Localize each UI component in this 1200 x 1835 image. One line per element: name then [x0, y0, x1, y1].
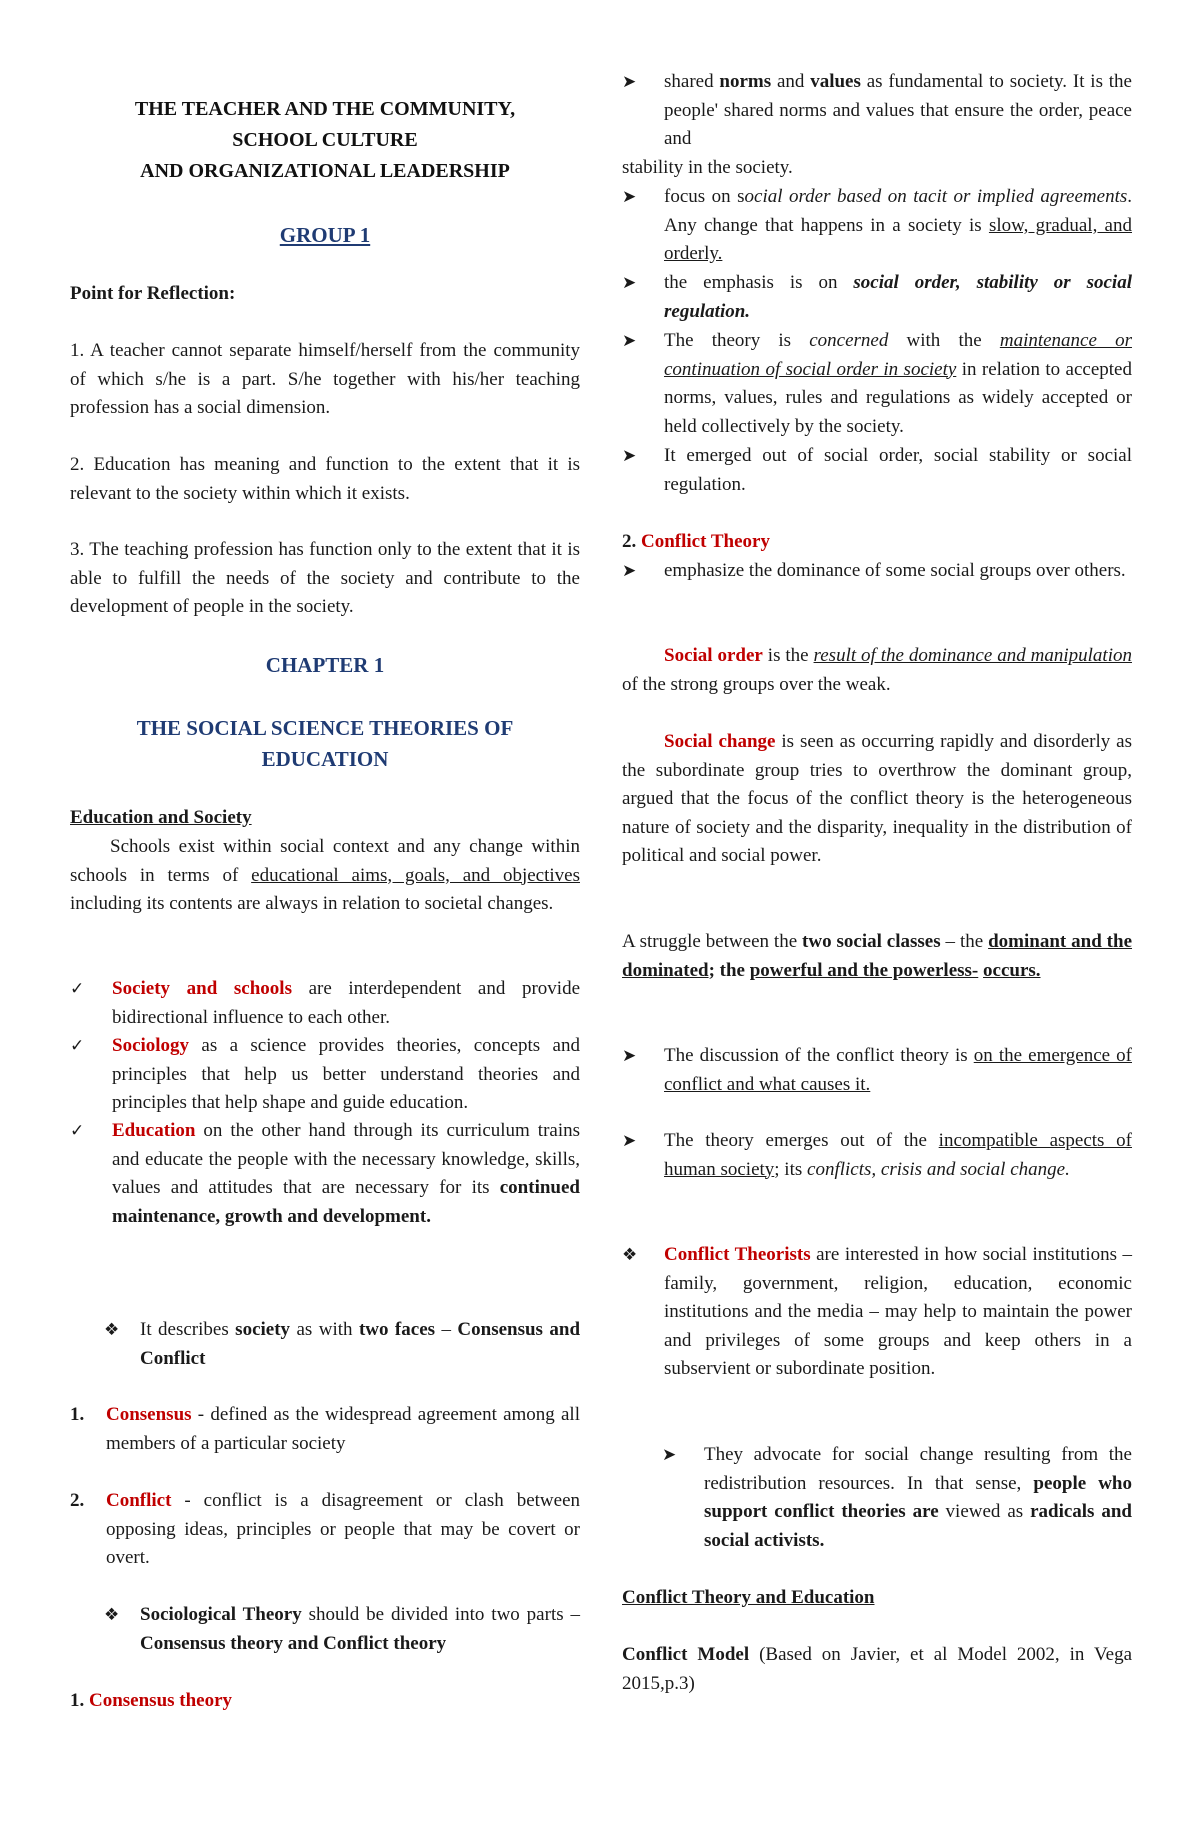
sociological-t1: should be divided into two parts –: [301, 1604, 580, 1625]
emerges-item: [622, 1127, 1132, 1184]
d2-u: incompatible aspects of human society: [664, 1130, 1132, 1180]
conflict-theorists-text: [664, 1241, 1132, 1384]
conflict-education-heading: Conflict Theory and Education: [622, 1587, 875, 1608]
check-item-society-schools: [70, 975, 580, 1032]
arrow-bullet-icon: ➤: [622, 72, 637, 92]
arrow-bullet-icon: ➤: [622, 1131, 637, 1151]
def-number-2: 2.: [70, 1490, 85, 1511]
diamond-bullet-icon: ❖: [104, 1605, 120, 1625]
check-icon: ✓: [70, 979, 85, 999]
check-text-2: [112, 1032, 580, 1118]
check-rest-3: on the other hand through its curriculum trains and educate the people with the necessary knowledge, skills, values and attitudes that are necessary for its: [112, 1120, 580, 1199]
consensus-red: Consensus: [106, 1404, 192, 1425]
arrow-bullet-icon: ➤: [622, 561, 637, 581]
r4-a: The theory is: [664, 330, 810, 351]
reflection-point-1: 1. A teacher cannot separate himself/herself from the community of which s/he is a part. S/he together with his/her teaching profession has a social dimension.: [70, 340, 580, 419]
title-line-2: SCHOOL CULTURE: [232, 129, 418, 151]
adv-d: radicals and social activists.: [704, 1501, 1132, 1551]
concerned-item: [622, 327, 1132, 441]
cm-b: Conflict Model: [622, 1644, 750, 1665]
cm-rest: (Based on Javier, et al Model 2002, in Vega 2015,p.3): [622, 1644, 1132, 1694]
emphasis-item: [622, 269, 1132, 326]
arrow-bullet-icon: ➤: [622, 446, 637, 466]
group-heading: GROUP 1: [279, 223, 371, 247]
d1-u: on the emergence of conflict and what causes it.: [664, 1045, 1132, 1095]
st-a: A struggle between the: [622, 931, 803, 952]
chapter-label: CHAPTER 1: [265, 653, 385, 677]
sc-red: Social change: [664, 731, 776, 752]
r2-b: ocial order based on tacit or implied agreements: [744, 186, 1128, 207]
edsoc-aims-goals: educational aims, goals, and objectives: [251, 864, 580, 886]
conflict-theory-heading: [622, 528, 1132, 557]
ct-red: Conflict Theorists: [664, 1244, 811, 1265]
so-u: result of the dominance and manipulation: [813, 645, 1132, 666]
d2-a: The theory emerges out of the: [664, 1130, 939, 1151]
title-line-3: AND ORGANIZATIONAL LEADERSHIP: [140, 160, 510, 182]
st-f: powerful and the powerless-: [749, 959, 979, 981]
r4-d: maintenance or continuation of social order in society: [664, 330, 1132, 380]
st-c: – the: [940, 931, 989, 952]
sc-rest: is seen as occurring rapidly and disorderly as the subordinate group tries to overthrow the dominant group, argued that the focus of the conflict theory is the heterogeneous nature of society and the disparity, inequality in the distribution of political and social power.: [622, 731, 1132, 867]
r1-c: and: [771, 71, 811, 92]
check-icon: ✓: [70, 1121, 85, 1141]
consensus-definition: [70, 1401, 580, 1458]
sociological-theory-item: [104, 1601, 580, 1658]
conflict-definition: [70, 1487, 580, 1573]
st-g: occurs.: [983, 959, 1041, 981]
consensus-theory-num: 1.: [70, 1690, 89, 1711]
check-red-2: Sociology: [112, 1035, 190, 1056]
conflict-model-paragraph: [622, 1641, 1132, 1698]
two-faces-text: [140, 1316, 580, 1373]
discussion-text: [664, 1042, 1132, 1099]
arrow-bullet-icon: ➤: [662, 1445, 677, 1465]
emphasis-text: [664, 269, 1132, 326]
check-bold-3: continued maintenance, growth and development.: [112, 1177, 580, 1227]
education-society-paragraph: [70, 833, 580, 919]
diamond-bullet-icon: ❖: [104, 1320, 120, 1340]
conflict-red: Conflict: [106, 1490, 172, 1511]
so-a: is the: [762, 645, 814, 666]
r1-e: as fundamental to society. It is the people' shared norms and values that ensure the order, peace and: [664, 71, 1132, 150]
reflection-heading: Point for Reflection:: [70, 283, 236, 304]
social-order-paragraph: [622, 642, 1132, 699]
check-red-1: Society and schools: [112, 978, 292, 999]
ct-rest: are interested in how social institutions – family, government, religion, education, economic institutions and the media – may help to maintain the power and privileges of some groups and keep others in a subservient or subordinate position.: [664, 1244, 1132, 1380]
check-rest-2: as a science provides theories, concepts and principles that help us better understand theories and principles that help shape and guide education.: [112, 1035, 580, 1114]
reflection-point-2: 2. Education has meaning and function to the extent that it is relevant to the society within which it exists.: [70, 454, 580, 504]
check-icon: ✓: [70, 1036, 85, 1056]
social-change-paragraph: [622, 728, 1132, 871]
conflict-def-text: [106, 1487, 580, 1573]
faces-t6: Consensus and Conflict: [140, 1319, 581, 1369]
faces-t5: –: [435, 1319, 458, 1340]
check-item-education: [70, 1117, 580, 1231]
r4-b: concerned: [809, 330, 889, 351]
discussion-item: [622, 1042, 1132, 1099]
r4-c: with the: [888, 330, 1000, 351]
reflection-point-3: 3. The teaching profession has function only to the extent that it is able to fulfill the needs of the society and contribute to the development of people in the society.: [70, 539, 580, 618]
arrow-bullet-icon: ➤: [622, 331, 637, 351]
check-text-3: [112, 1117, 580, 1231]
sociological-b2: Consensus theory and Conflict theory: [140, 1632, 447, 1654]
stability-line: stability in the society.: [622, 157, 793, 178]
d2-b: ; its: [774, 1158, 808, 1180]
r2-c: . Any change that happens in a society is: [664, 186, 1132, 236]
dominance-text: emphasize the dominance of some social groups over others.: [664, 560, 1126, 581]
check-rest-1: are interdependent and provide bidirectional influence to each other.: [112, 978, 581, 1028]
emerged-item: [622, 442, 1132, 499]
consensus-def-text: [106, 1401, 580, 1458]
conflict-theorists-item: [622, 1241, 1132, 1384]
so-b: of the strong groups over the weak.: [622, 673, 891, 695]
norms-values-text: [664, 68, 1132, 154]
r1-d: values: [810, 71, 861, 92]
st-b: two social classes: [802, 931, 941, 952]
faces-t3: as with: [290, 1319, 359, 1340]
emerges-text: [664, 1127, 1132, 1184]
r4-e: in relation to accepted norms, values, rules and regulations as widely accepted or held collectively by the society.: [664, 358, 1132, 437]
consensus-theory-label: Consensus theory: [89, 1690, 233, 1711]
consensus-rest: - defined as the widespread agreement among all members of a particular society: [106, 1404, 580, 1454]
def-number-1: 1.: [70, 1404, 85, 1425]
faces-t1: It describes: [140, 1319, 236, 1340]
d1-a: The discussion of the conflict theory is: [664, 1045, 974, 1066]
check-item-sociology: [70, 1032, 580, 1118]
arrow-bullet-icon: ➤: [622, 1046, 637, 1066]
consensus-theory-heading: [70, 1687, 580, 1716]
r3-a: the emphasis is on: [664, 272, 854, 293]
advocate-text: [704, 1441, 1132, 1555]
adv-a: They advocate for social change resulting from the redistribution resources. In that sense,: [704, 1444, 1132, 1494]
faces-t4: two faces: [358, 1319, 436, 1340]
r2-a: focus on s: [664, 186, 745, 207]
struggle-paragraph: [622, 928, 1132, 985]
adv-b: people who support conflict theories are: [704, 1472, 1132, 1523]
faces-t2: society: [235, 1319, 291, 1340]
title-line-1: THE TEACHER AND THE COMMUNITY,: [134, 98, 516, 120]
sociological-theory-text: [140, 1601, 580, 1658]
r1-a: shared: [664, 71, 720, 92]
sociological-b1: Sociological Theory: [140, 1604, 302, 1625]
document-title: [70, 94, 580, 187]
st-d: dominant and the dominated: [622, 931, 1133, 981]
diamond-bullet-icon: ❖: [622, 1245, 638, 1265]
education-society-heading: Education and Society: [70, 807, 252, 828]
chapter-title: [70, 713, 580, 775]
edsoc-text-a: Schools exist within social context and any change within schools in terms of: [70, 836, 580, 886]
dominance-item: [622, 557, 1132, 586]
arrow-bullet-icon: ➤: [622, 187, 637, 207]
conflict-rest: - conflict is a disagreement or clash between opposing ideas, principles or people that may be covert or overt.: [106, 1490, 580, 1569]
advocate-item: [662, 1441, 1132, 1555]
r3-b: social order, stability or social regulation.: [664, 272, 1132, 322]
chapter-title-line-1: THE SOCIAL SCIENCE THEORIES OF: [136, 716, 514, 740]
emerged-text: It emerged out of social order, social stability or social regulation.: [664, 445, 1132, 495]
edsoc-text-b: including its contents are always in relation to societal changes.: [70, 893, 554, 915]
check-text-1: [112, 975, 580, 1032]
social-order-text: [664, 183, 1132, 269]
two-faces-item: [104, 1316, 580, 1373]
social-order-item: [622, 183, 1132, 269]
chapter-title-line-2: EDUCATION: [261, 747, 389, 771]
check-red-3: Education: [112, 1120, 196, 1141]
norms-values-item: [622, 68, 1132, 154]
d2-i: conflicts, crisis and social change.: [807, 1158, 1070, 1180]
conflict-theory-num: 2.: [622, 531, 641, 552]
st-e: ; the: [708, 959, 750, 981]
adv-c: viewed as: [938, 1501, 1031, 1523]
r2-d: slow, gradual, and orderly.: [664, 214, 1132, 265]
concerned-text: [664, 327, 1132, 441]
arrow-bullet-icon: ➤: [622, 273, 637, 293]
r1-b: norms: [719, 71, 772, 92]
conflict-theory-label: Conflict Theory: [641, 531, 770, 552]
so-red: Social order: [664, 645, 763, 666]
